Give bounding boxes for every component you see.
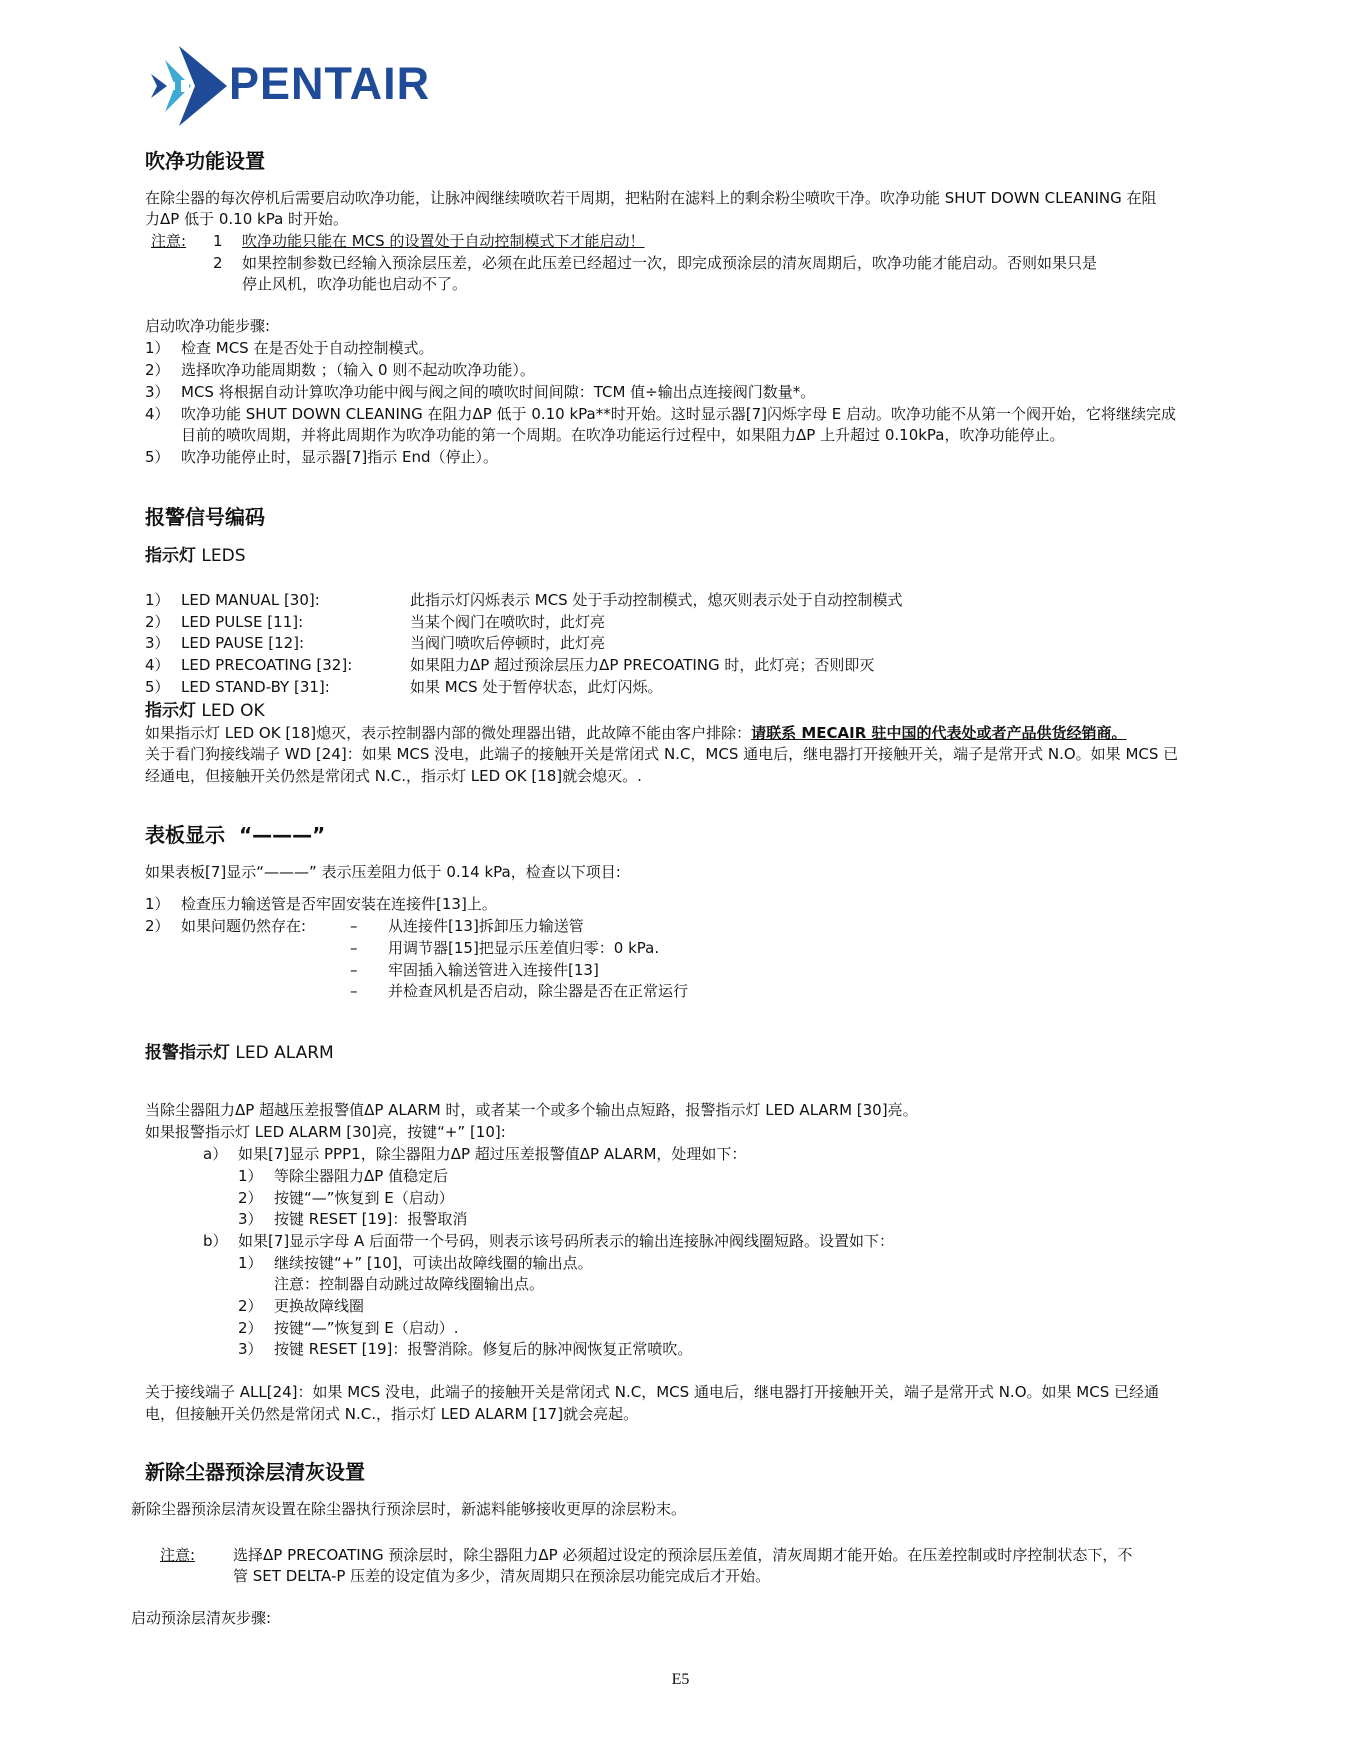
s4-b-step: 3） 按键 RESET [19]：报警消除。修复后的脉冲阀恢复正常喷吹。 [238,1340,693,1358]
dash-item: – [350,939,358,957]
s4-para-2: 如果报警指示灯 LED ALARM [30]亮，按键“+” [10]: [145,1123,506,1141]
led-ok-line-2: 关于看门狗接线端子 WD [24]：如果 MCS 没电，此端子的接触开关是常闭式 N.C，MCS 通电后，继电器打开接触开关，端子是常开式 N.O。如果 MCS 已 [145,745,1179,763]
led-label: 5） LED STAND-BY [31]: [145,678,330,696]
s4-a-label: a） [203,1145,228,1163]
s4-all-line-1: 关于接线端子 ALL[24]：如果 MCS 没电，此端子的接触开关是常闭式 N.C，MCS 通电后，继电器打开接触开关，端子是常开式 N.O。如果 MCS 已经通 [145,1383,1159,1401]
s5-note-label: 注意: [160,1546,196,1564]
pentair-mark-icon [151,46,227,126]
led-ok-line-1: 如果指示灯 LED OK [18]熄灭，表示控制器内部的微处理器出错，此故障不能由客户排除：请联系 MECAIR 驻中国的代表处或者产品供货经销商。 [145,724,1127,742]
subsection-title-led-ok: 指示灯 LED OK [145,701,265,721]
section-title-shutdown-cleaning: 吹净功能设置 [145,149,265,173]
s4-a-step: 2） 按键“—”恢复到 E（启动） [238,1189,454,1207]
s4-b-step: 1） 继续按键“+” [10]，可读出故障线圈的输出点。 [238,1254,593,1272]
page-number: E5 [671,1671,690,1688]
s4-all-line-2: 电，但接触开关仍然是常闭式 N.C.，指示灯 LED ALARM [17]就会亮起。 [145,1405,639,1423]
s5-steps-title: 启动预涂层清灰步骤: [131,1609,272,1627]
dash-item-text: 牢固插入输送管进入连接件[13] [388,961,599,979]
led-label: 1） LED MANUAL [30]: [145,591,320,609]
led-label: 3） LED PAUSE [12]: [145,634,305,652]
section-title-alarm-codes: 报警信号编码 [145,505,265,529]
dash-item: – [350,917,358,935]
dash-item-text: 从连接件[13]拆卸压力输送管 [388,917,584,935]
led-ok-line-3: 经通电，但接触开关仍然是常闭式 N.C.，指示灯 LED OK [18]就会熄灭。. [145,767,642,785]
s4-a-step: 3） 按键 RESET [19]：报警取消 [238,1210,468,1228]
led-label: 4） LED PRECOATING [32]: [145,656,353,674]
led-description: 如果阻力ΔP 超过预涂层压力ΔP PRECOATING 时，此灯亮；否则即灭 [410,656,875,674]
s3-item: 1） 检查压力输送管是否牢固安装在连接件[13]上。 [145,895,497,913]
led-description: 如果 MCS 处于暂停状态，此灯闪烁。 [410,678,663,696]
subsection-title-leds: 指示灯 LEDS [145,546,246,566]
dash-item: – [350,961,358,979]
s3-item: 2） 如果问题仍然存在: [145,917,307,935]
s4-a-text: 如果[7]显示 PPP1，除尘器阻力ΔP 超过压差报警值ΔP ALARM，处理如下： [238,1145,747,1163]
s1-steps-title: 启动吹净功能步骤: [145,317,271,335]
led-description: 当阀门喷吹后停顿时，此灯亮 [410,634,606,652]
s4-para-1: 当除尘器阻力ΔP 超越压差报警值ΔP ALARM 时，或者某一个或多个输出点短路，报警指示灯 LED ALARM [30]亮。 [145,1101,918,1119]
section-title-panel-display: 表板显示 “———” [145,823,326,847]
s1-note2-number: 2 [213,254,223,272]
pentair-logo [151,46,471,126]
s3-intro: 如果表板[7]显示“———” 表示压差阻力低于 0.14 kPa，检查以下项目: [145,863,621,881]
s5-note-line-2: 管 SET DELTA-P 压差的设定值为多少，清灰周期只在预涂层功能完成后才开始。 [233,1567,771,1585]
s4-a-step: 1） 等除尘器阻力ΔP 值稳定后 [238,1167,449,1185]
s1-intro-line-2: 力ΔP 低于 0.10 kPa 时开始。 [145,210,349,228]
s4-b-step: 2） 按键“—”恢复到 E（启动）. [238,1319,459,1337]
s4-b-step-note: 注意：控制器自动跳过故障线圈输出点。 [274,1275,545,1293]
dash-item-text: 用调节器[15]把显示压差值归零：0 kPa. [388,939,660,957]
section-title-led-alarm: 报警指示灯 LED ALARM [145,1043,334,1063]
s1-note1-number: 1 [213,232,223,250]
s1-note-label: 注意: [151,232,187,250]
s1-step-continuation: 目前的喷吹周期，并将此周期作为吹净功能的第一个周期。在吹净功能运行过程中，如果阻力ΔP 上升超过 0.10kPa，吹净功能停止。 [181,426,1065,444]
pentair-wordmark: PENTAIR [229,58,431,109]
dash-item-text: 并检查风机是否启动，除尘器是否在正常运行 [388,982,689,1000]
s1-note2-text-1: 如果控制参数已经输入预涂层压差，必须在此压差已经超过一次，即完成预涂层的清灰周期后，吹净功能才能启动。否则如果只是 [242,254,1098,272]
contact-dealer-text: 请联系 MECAIR 驻中国的代表处或者产品供货经销商。 [751,724,1127,742]
s5-intro: 新除尘器预涂层清灰设置在除尘器执行预涂层时，新滤料能够接收更厚的涂层粉末。 [131,1500,687,1518]
s1-note1-text: 吹净功能只能在 MCS 的设置处于自动控制模式下才能启动！ [242,232,645,250]
s1-note2-text-2: 停止风机，吹净功能也启动不了。 [242,275,468,293]
s4-b-text: 如果[7]显示字母 A 后面带一个号码，则表示该号码所表示的输出连接脉冲阀线圈短路。设置如下： [238,1232,895,1250]
s1-step: 2） 选择吹净功能周期数 ；（输入 0 则不起动吹净功能）。 [145,361,535,379]
led-description: 当某个阀门在喷吹时，此灯亮 [410,613,606,631]
section-title-precoating: 新除尘器预涂层清灰设置 [145,1460,365,1484]
s1-step: 3） MCS 将根据自动计算吹净功能中阀与阀之间的喷吹时间间隙：TCM 值÷输出点连接阀门数量*。 [145,383,816,401]
s5-note-line-1: 选择ΔP PRECOATING 预涂层时，除尘器阻力ΔP 必须超过设定的预涂层压差值，清灰周期才能开始。在压差控制或时序控制状态下，不 [233,1546,1133,1564]
s4-b-step: 2） 更换故障线圈 [238,1297,365,1315]
s1-step: 5） 吹净功能停止时，显示器[7]指示 End（停止）。 [145,448,499,466]
dash-item: – [350,982,358,1000]
s1-intro-line-1: 在除尘器的每次停机后需要启动吹净功能，让脉冲阀继续喷吹若干周期，把粘附在滤料上的剩余粉尘喷吹干净。吹净功能 SHUT DOWN CLEANING 在阻 [145,189,1157,207]
led-description: 此指示灯闪烁表示 MCS 处于手动控制模式，熄灭则表示处于自动控制模式 [410,591,903,609]
s1-step: 4） 吹净功能 SHUT DOWN CLEANING 在阻力ΔP 低于 0.10 kPa**时开始。这时显示器[7]闪烁字母 E 启动。吹净功能不从第一个阀开始，它将继续完成 [145,405,1177,423]
s4-b-label: b） [203,1232,228,1250]
s1-step: 1） 检查 MCS 在是否处于自动控制模式。 [145,339,434,357]
led-label: 2） LED PULSE [11]: [145,613,304,631]
